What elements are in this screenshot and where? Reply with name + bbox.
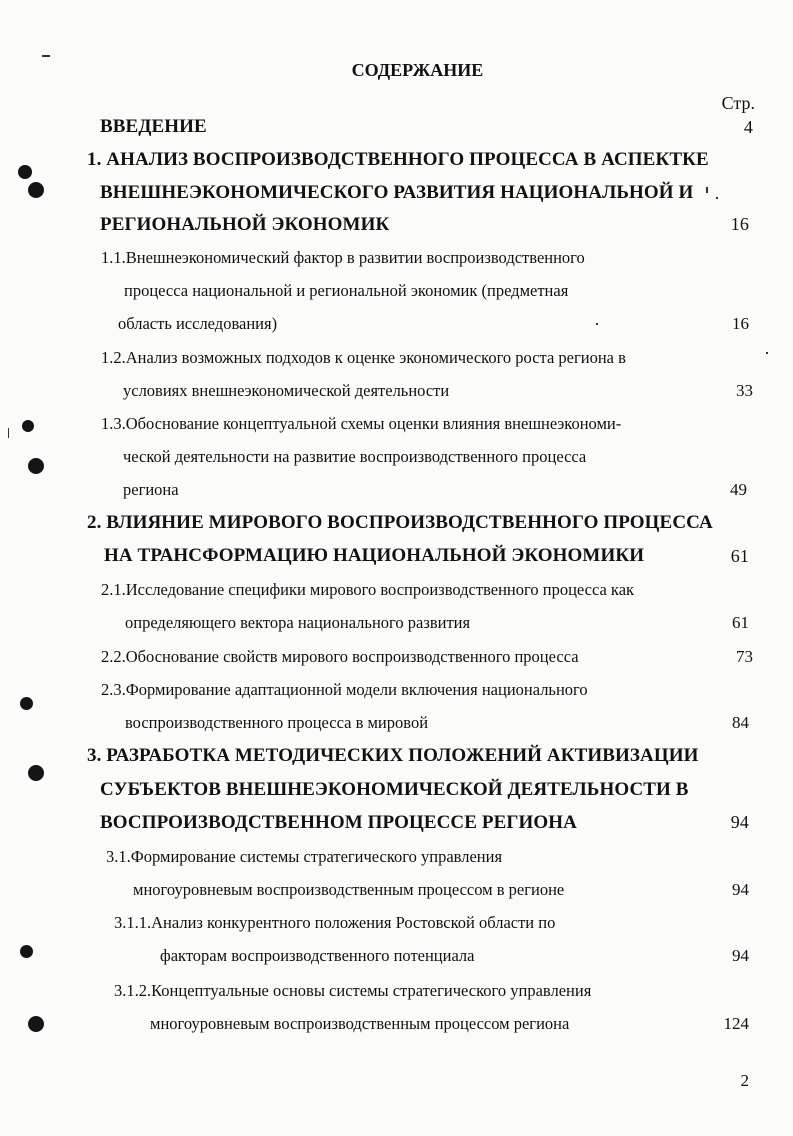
- toc-page-number: 94: [732, 946, 749, 965]
- punch-hole-mark: [28, 765, 44, 781]
- scan-speck: [596, 323, 598, 325]
- toc-heading-chapter-2: 2. ВЛИЯНИЕ МИРОВОГО ВОСПРОИЗВОДСТВЕННОГО ПРОЦЕССА: [87, 512, 713, 533]
- toc-item-1-2-cont: условиях внешнеэкономической деятельности: [123, 381, 450, 400]
- toc-heading-chapter-3-cont: СУБЪЕКТОВ ВНЕШНЕЭКОНОМИЧЕСКОЙ ДЕЯТЕЛЬНОСТИ В: [100, 779, 689, 800]
- punch-hole-mark: [22, 420, 34, 432]
- toc-item-1-3: 1.3.Обоснование концептуальной схемы оценки влияния внешнеэкономи-: [101, 414, 622, 433]
- punch-hole-mark: [18, 165, 32, 179]
- toc-heading-chapter-1: 1. АНАЛИЗ ВОСПРОИЗВОДСТВЕННОГО ПРОЦЕССА В АСПЕКТКЕ: [87, 149, 709, 170]
- toc-page-number: 49: [730, 480, 747, 499]
- toc-item-3-1-1: 3.1.1.Анализ конкурентного положения Ростовской области по: [114, 913, 556, 932]
- toc-page-number: 94: [732, 880, 749, 899]
- toc-heading-chapter-3: 3. РАЗРАБОТКА МЕТОДИЧЕСКИХ ПОЛОЖЕНИЙ АКТИВИЗАЦИИ: [87, 745, 699, 766]
- toc-page-number: 84: [732, 713, 749, 732]
- toc-item-2-2: 2.2.Обоснование свойств мирового воспроизводственного процесса: [101, 647, 579, 666]
- punch-hole-mark: [28, 1016, 44, 1032]
- page-number: 2: [740, 1071, 749, 1090]
- toc-item-1-1-cont: процесса национальной и региональной экономик (предметная: [124, 281, 569, 300]
- toc-page-number: 16: [732, 314, 749, 333]
- page-title: СОДЕРЖАНИЕ: [351, 60, 484, 80]
- punch-hole-mark: [20, 945, 33, 958]
- toc-page-number: 4: [743, 117, 753, 137]
- toc-page-number: 73: [736, 647, 753, 666]
- toc-heading-chapter-3-cont: ВОСПРОИЗВОДСТВЕННОМ ПРОЦЕССЕ РЕГИОНА: [100, 812, 577, 833]
- toc-heading-chapter-1-cont: ВНЕШНЕЭКОНОМИЧЕСКОГО РАЗВИТИЯ НАЦИОНАЛЬНОЙ И: [100, 182, 694, 203]
- toc-item-2-3-cont: воспроизводственного процесса в мировой: [125, 713, 429, 732]
- scan-speck: [706, 187, 708, 193]
- toc-item-1-1: 1.1.Внешнеэкономический фактор в развитии воспроизводственного: [101, 248, 585, 267]
- scan-speck: [716, 197, 718, 199]
- scan-speck: [42, 55, 50, 57]
- toc-heading-chapter-1-cont: РЕГИОНАЛЬНОЙ ЭКОНОМИК: [100, 214, 390, 235]
- scan-speck: [8, 428, 9, 438]
- toc-page-number: 61: [730, 546, 749, 566]
- toc-page-number: 16: [730, 214, 749, 234]
- page-column-label: Стр.: [721, 93, 755, 113]
- toc-item-3-1-2: 3.1.2.Концептуальные основы системы стратегического управления: [114, 981, 592, 1000]
- toc-page-number: 33: [736, 381, 753, 400]
- punch-hole-mark: [28, 182, 44, 198]
- toc-item-2-1-cont: определяющего вектора национального развития: [125, 613, 471, 632]
- toc-item-3-1-1-cont: факторам воспроизводственного потенциала: [160, 946, 475, 965]
- toc-item-1-2: 1.2.Анализ возможных подходов к оценке экономического роста региона в: [101, 348, 626, 367]
- punch-hole-mark: [20, 697, 33, 710]
- toc-item-2-3: 2.3.Формирование адаптационной модели включения национального: [101, 680, 588, 699]
- toc-item-3-1: 3.1.Формирование системы стратегического управления: [106, 847, 503, 866]
- punch-hole-mark: [28, 458, 44, 474]
- toc-item-2-1: 2.1.Исследование специфики мирового воспроизводственного процесса как: [101, 580, 635, 599]
- toc-page-number: 94: [730, 812, 749, 832]
- toc-item-1-3-cont: региона: [123, 480, 179, 499]
- toc-item-3-1-cont: многоуровневым воспроизводственным процессом в регионе: [133, 880, 565, 899]
- toc-item-1-3-cont: ческой деятельности на развитие воспроизводственного процесса: [123, 447, 587, 466]
- toc-heading-chapter-2-cont: НА ТРАНСФОРМАЦИЮ НАЦИОНАЛЬНОЙ ЭКОНОМИКИ: [104, 545, 645, 566]
- toc-page-number: 61: [732, 613, 749, 632]
- toc-page-number: 124: [723, 1014, 749, 1033]
- toc-item-3-1-2-cont: многоуровневым воспроизводственным процессом региона: [150, 1014, 570, 1033]
- toc-item-1-1-cont: область исследования): [118, 314, 278, 333]
- toc-heading-intro: ВВЕДЕНИЕ: [100, 116, 207, 137]
- scan-speck: [766, 352, 768, 354]
